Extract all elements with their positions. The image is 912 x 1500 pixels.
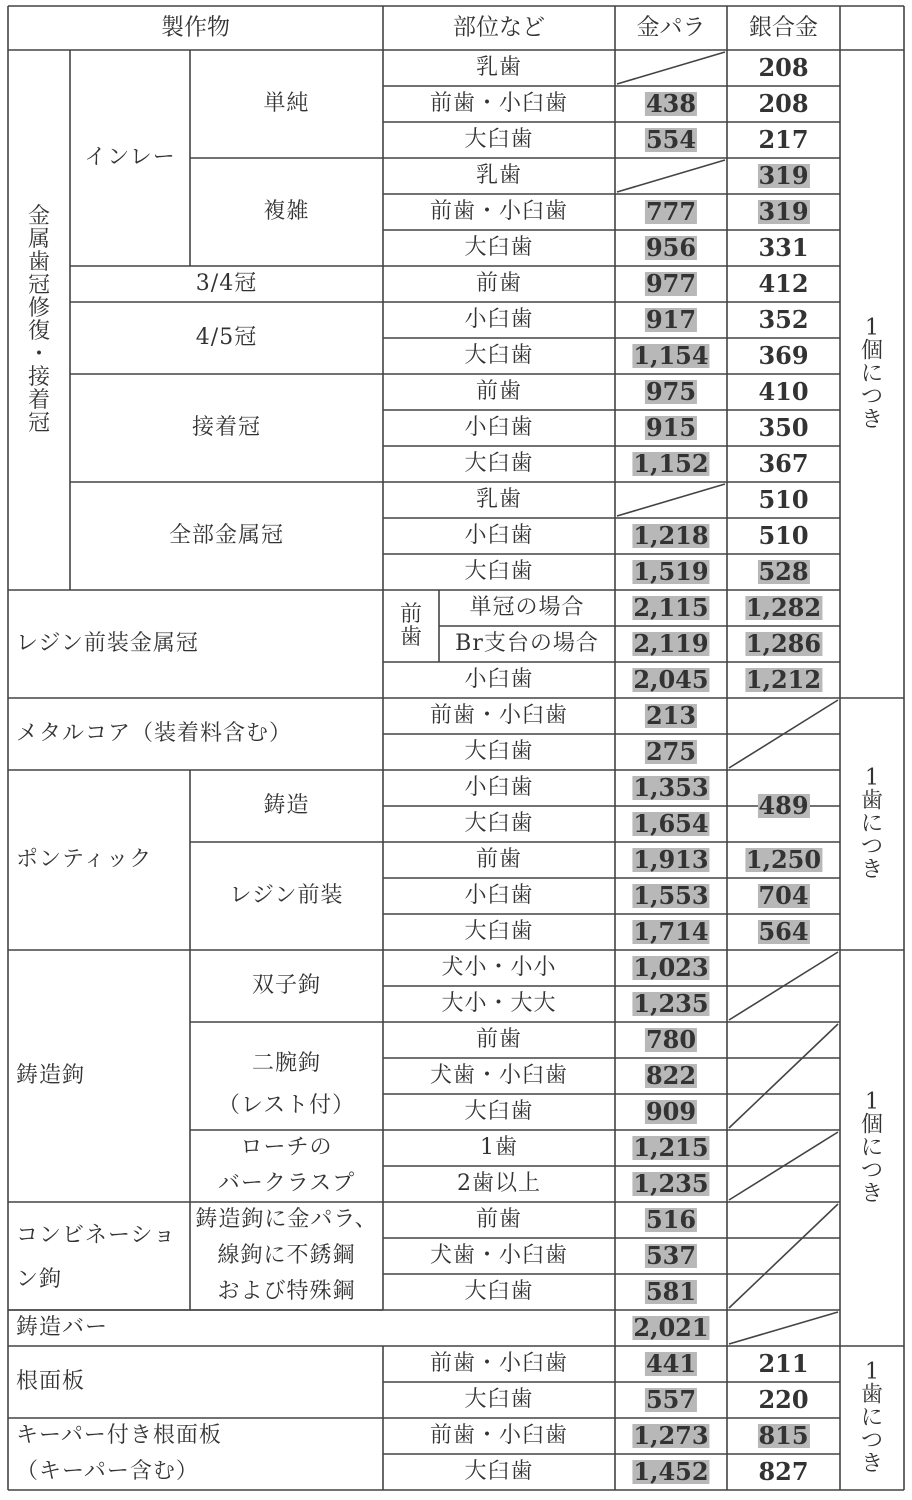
gold-price: 516	[645, 1205, 697, 1234]
vertical-char: に	[860, 811, 883, 837]
silver-price: 350	[758, 413, 809, 442]
unit-per-tooth-1	[858, 767, 886, 882]
site-cell: 大臼歯	[464, 451, 534, 476]
silver-price: 1,250	[745, 845, 822, 874]
gold-price: 822	[645, 1061, 697, 1090]
group-resin-facing: レジン前装	[229, 883, 344, 908]
site-cell: 前歯	[475, 379, 523, 404]
gold-price: 1,152	[633, 449, 709, 478]
gold-price: 2,045	[633, 665, 709, 694]
site-cell: 大臼歯	[464, 127, 534, 152]
gold-price: 1,553	[633, 881, 709, 910]
gold-price: 581	[645, 1277, 697, 1306]
vertical-char: 歯	[27, 250, 50, 275]
silver-price: 815	[758, 1421, 809, 1450]
gold-price: 777	[645, 197, 697, 226]
vertical-char: 歯	[860, 1382, 883, 1408]
silver-price: 211	[758, 1349, 809, 1378]
empty-cell-slash	[729, 1024, 838, 1128]
vertical-char: 属	[27, 227, 50, 252]
silver-price: 220	[758, 1385, 809, 1414]
vertical-char: 着	[27, 388, 50, 413]
unit-per-tooth-2	[858, 1361, 886, 1476]
group-cast-bar: 鋳造バー	[16, 1315, 109, 1340]
site-cell: 前歯	[475, 1027, 523, 1052]
group-combination-desc-1: 鋳造鉤に金パラ、	[195, 1207, 378, 1232]
group-resin-faced-crown: レジン前装金属冠	[16, 631, 199, 656]
vertical-char: に	[860, 1405, 883, 1431]
gold-price: 975	[645, 377, 697, 406]
gold-price: 441	[645, 1349, 697, 1378]
vertical-char: つ	[860, 384, 883, 410]
vertical-char: に	[860, 1135, 883, 1161]
group-metal-core: メタルコア（装着料含む）	[16, 721, 293, 746]
group-resin-front-teeth	[397, 603, 425, 649]
site-cell: 大臼歯	[464, 1387, 534, 1412]
gold-price: 537	[645, 1241, 697, 1270]
gold-price: 1,218	[633, 521, 709, 550]
vertical-char: 歯	[399, 625, 422, 650]
group-inlay: インレー	[84, 145, 176, 170]
vertical-char: 接	[27, 365, 50, 390]
group-combination-desc-2: 線鉤に不銹鋼	[217, 1243, 356, 1268]
site-cell: 小臼歯	[464, 775, 534, 800]
silver-price: 369	[758, 341, 809, 370]
site-cell: 乳歯	[475, 487, 523, 512]
group-cast: 鋳造	[263, 793, 310, 818]
vertical-char: 1	[865, 1359, 879, 1385]
site-cell: Br支台の場合	[455, 631, 599, 656]
vertical-char: 金	[27, 204, 50, 229]
silver-price: 489	[758, 791, 809, 820]
silver-price: 510	[758, 485, 809, 514]
site-cell: 大臼歯	[464, 1099, 534, 1124]
site-cell: 乳歯	[475, 163, 523, 188]
silver-price: 510	[758, 521, 809, 550]
vertical-char: ・	[27, 342, 50, 367]
silver-price: 319	[758, 197, 809, 226]
site-cell: 大臼歯	[464, 1459, 534, 1484]
vertical-char: つ	[860, 1158, 883, 1184]
vertical-char: 1	[865, 765, 879, 791]
silver-price: 1,212	[745, 665, 822, 694]
site-cell: 小臼歯	[464, 307, 534, 332]
site-cell: 大臼歯	[464, 739, 534, 764]
group-cast-clasp: 鋳造鉤	[16, 1063, 86, 1088]
gold-price: 275	[645, 737, 697, 766]
empty-cell-slash	[617, 484, 725, 516]
vertical-char: き	[860, 857, 883, 883]
site-cell: 前歯・小臼歯	[429, 1423, 569, 1448]
group-simple: 単純	[263, 91, 310, 116]
group-full-metal-crown: 全部金属冠	[168, 523, 285, 548]
group-combination-clasp-2: ン鉤	[16, 1267, 63, 1292]
site-cell: 乳歯	[475, 55, 523, 80]
silver-price: 331	[758, 233, 809, 262]
vertical-char: 冠	[27, 411, 50, 436]
group-metal-crown-restoration	[25, 205, 53, 435]
site-cell: 大臼歯	[464, 343, 534, 368]
empty-cell-slash	[729, 1204, 838, 1308]
site-cell: 小臼歯	[464, 883, 534, 908]
group-pontic: ポンティック	[16, 847, 153, 872]
silver-price: 410	[758, 377, 809, 406]
silver-price: 208	[758, 53, 809, 82]
gold-price: 1,273	[633, 1421, 709, 1450]
silver-price: 528	[758, 557, 809, 586]
vertical-char: 1	[865, 1089, 879, 1115]
site-cell: 犬歯・小臼歯	[429, 1243, 569, 1268]
vertical-char: き	[860, 1181, 883, 1207]
group-four-fifths-crown: 4/5冠	[195, 325, 258, 350]
group-root-plate: 根面板	[16, 1369, 86, 1394]
site-cell: 前歯・小臼歯	[429, 91, 569, 116]
site-cell: 2歯以上	[457, 1171, 541, 1196]
gold-price: 1,353	[633, 773, 709, 802]
gold-price: 977	[645, 269, 697, 298]
gold-price: 1,714	[633, 917, 709, 946]
site-cell: 大臼歯	[464, 919, 534, 944]
site-cell: 前歯・小臼歯	[429, 1351, 569, 1376]
site-cell: 大臼歯	[464, 235, 534, 260]
silver-price: 319	[758, 161, 809, 190]
gold-price: 438	[645, 89, 697, 118]
site-cell: 小臼歯	[464, 415, 534, 440]
empty-cell-slash	[617, 52, 725, 84]
gold-price: 917	[645, 305, 697, 334]
header-site: 部位など	[453, 14, 545, 41]
site-cell: 前歯・小臼歯	[429, 199, 569, 224]
gold-price: 213	[645, 701, 697, 730]
silver-price: 564	[758, 917, 809, 946]
gold-price: 956	[645, 233, 697, 262]
gold-price: 557	[645, 1385, 697, 1414]
vertical-char: 1	[865, 315, 879, 341]
header-silver: 銀合金	[749, 14, 818, 41]
group-two-arm-clasp: 二腕鉤	[251, 1051, 322, 1076]
gold-price: 1,023	[633, 953, 709, 982]
vertical-char: 個	[860, 1112, 883, 1138]
silver-price: 208	[758, 89, 809, 118]
silver-price: 352	[758, 305, 809, 334]
gold-price: 1,654	[633, 809, 709, 838]
group-adhesive-crown: 接着冠	[191, 415, 262, 440]
gold-price: 1,235	[633, 1169, 709, 1198]
group-twin-clasp: 双子鉤	[251, 973, 322, 998]
gold-price: 915	[645, 413, 697, 442]
site-cell: 小臼歯	[464, 667, 534, 692]
header-item: 製作物	[161, 14, 230, 41]
vertical-char: つ	[860, 834, 883, 860]
empty-cell-slash	[617, 160, 725, 192]
group-three-quarter-crown: 3/4冠	[195, 271, 258, 296]
silver-price: 367	[758, 449, 809, 478]
gold-price: 1,519	[633, 557, 709, 586]
group-combination-clasp: コンビネーショ	[16, 1223, 177, 1248]
group-keeper-included: （キーパー含む）	[16, 1459, 199, 1484]
gold-price: 1,452	[633, 1457, 709, 1486]
gold-price: 1,215	[633, 1133, 709, 1162]
silver-price: 412	[758, 269, 809, 298]
gold-price: 780	[645, 1025, 697, 1054]
vertical-char: 冠	[27, 273, 50, 298]
gold-price: 2,115	[633, 593, 709, 622]
site-cell: 大臼歯	[464, 559, 534, 584]
site-cell: 単冠の場合	[469, 595, 585, 620]
site-cell: 大小・大大	[441, 991, 557, 1016]
vertical-char: 修	[27, 296, 50, 321]
header-gold: 金パラ	[636, 14, 706, 41]
site-cell: 前歯	[475, 1207, 523, 1232]
gold-price: 554	[645, 125, 697, 154]
group-combination-desc-3: および特殊鋼	[217, 1279, 356, 1304]
group-keeper-root-plate: キーパー付き根面板	[16, 1423, 222, 1448]
site-cell: 大臼歯	[464, 1279, 534, 1304]
site-cell: 1歯	[480, 1135, 518, 1160]
group-bar-clasp: バークラスプ	[217, 1171, 356, 1196]
vertical-char: に	[860, 361, 883, 387]
gold-price: 2,021	[633, 1313, 709, 1342]
site-cell: 犬小・小小	[441, 955, 557, 980]
vertical-char: 個	[860, 338, 883, 364]
gold-price: 2,119	[633, 629, 709, 658]
site-cell: 小臼歯	[464, 523, 534, 548]
vertical-char: 歯	[860, 788, 883, 814]
vertical-char: 復	[27, 319, 50, 344]
silver-price: 1,282	[745, 593, 822, 622]
gold-price: 1,913	[633, 845, 709, 874]
vertical-char: 前	[399, 602, 422, 627]
unit-per-piece-1	[858, 317, 886, 432]
silver-price: 1,286	[745, 629, 822, 658]
group-roach-clasp: ローチの	[240, 1135, 333, 1160]
vertical-char: つ	[860, 1428, 883, 1454]
site-cell: 犬歯・小臼歯	[429, 1063, 569, 1088]
gold-price: 1,154	[633, 341, 709, 370]
silver-price: 704	[758, 881, 809, 910]
group-two-arm-clasp-rest: （レスト付）	[217, 1093, 356, 1118]
site-cell: 前歯	[475, 271, 523, 296]
site-cell: 前歯・小臼歯	[429, 703, 569, 728]
group-complex: 複雑	[263, 199, 310, 224]
gold-price: 909	[645, 1097, 697, 1126]
silver-price: 827	[758, 1457, 809, 1486]
site-cell: 前歯	[475, 847, 523, 872]
silver-price: 217	[758, 125, 809, 154]
vertical-char: き	[860, 407, 883, 433]
vertical-char: き	[860, 1451, 883, 1477]
empty-cell-slash	[729, 1312, 838, 1344]
unit-per-piece-2	[858, 1091, 886, 1206]
site-cell: 大臼歯	[464, 811, 534, 836]
gold-price: 1,235	[633, 989, 709, 1018]
